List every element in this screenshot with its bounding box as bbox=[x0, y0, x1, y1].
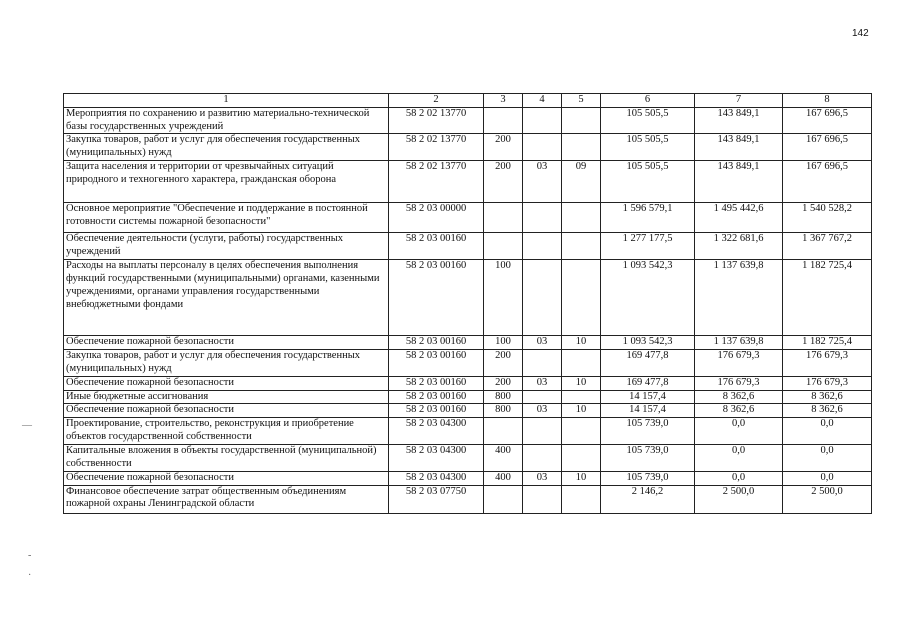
table-cell: 400 bbox=[484, 445, 523, 472]
table-cell: 200 bbox=[484, 376, 523, 390]
table-cell: 8 362,6 bbox=[695, 390, 783, 404]
table-cell: 105 739,0 bbox=[601, 445, 695, 472]
table-cell bbox=[562, 418, 601, 445]
table-cell: 1 093 542,3 bbox=[601, 336, 695, 350]
table-cell: 200 bbox=[484, 161, 523, 203]
table-cell: 0,0 bbox=[783, 418, 872, 445]
table-cell: 1 182 725,4 bbox=[783, 336, 872, 350]
table-cell: 58 2 03 00160 bbox=[389, 390, 484, 404]
table-row bbox=[64, 390, 872, 404]
table-row bbox=[64, 203, 872, 233]
table-cell: Капитальные вложения в объекты государственной (муниципальной) собственности bbox=[64, 445, 389, 472]
table-cell: 2 500,0 bbox=[783, 485, 872, 513]
table-cell: 58 2 03 00000 bbox=[389, 203, 484, 233]
table-cell: 58 2 03 00160 bbox=[389, 376, 484, 390]
table-cell: Обеспечение пожарной безопасности bbox=[64, 471, 389, 485]
table-cell bbox=[523, 233, 562, 260]
table-row bbox=[64, 445, 872, 472]
table-cell: 10 bbox=[562, 336, 601, 350]
table-cell: 176 679,3 bbox=[695, 350, 783, 377]
table-cell: 58 2 03 00160 bbox=[389, 233, 484, 260]
table-cell bbox=[562, 390, 601, 404]
table-cell: 58 2 02 13770 bbox=[389, 107, 484, 134]
table-cell bbox=[562, 350, 601, 377]
table-cell: Иные бюджетные ассигнования bbox=[64, 390, 389, 404]
table-cell: 105 739,0 bbox=[601, 418, 695, 445]
table-cell: Расходы на выплаты персоналу в целях обеспечения выполнения функций государственными (муниципальными) органами, казенными учреждениями, органами управления государственными внебюджетными фондами bbox=[64, 260, 389, 336]
table-cell: 58 2 02 13770 bbox=[389, 161, 484, 203]
table-cell bbox=[562, 233, 601, 260]
table-header-row bbox=[64, 94, 872, 108]
column-header: 2 bbox=[389, 94, 484, 108]
table-cell: 03 bbox=[523, 336, 562, 350]
table-row bbox=[64, 485, 872, 513]
table-cell: 09 bbox=[562, 161, 601, 203]
table-cell: 0,0 bbox=[695, 445, 783, 472]
table-cell bbox=[562, 260, 601, 336]
table-cell: 143 849,1 bbox=[695, 134, 783, 161]
table-cell: 105 505,5 bbox=[601, 134, 695, 161]
table-cell: Обеспечение пожарной безопасности bbox=[64, 336, 389, 350]
table-cell: 58 2 03 04300 bbox=[389, 418, 484, 445]
table-cell: Защита населения и территории от чрезвычайных ситуаций природного и техногенного характера, гражданская оборона bbox=[64, 161, 389, 203]
table-cell: 1 540 528,2 bbox=[783, 203, 872, 233]
table-cell: 03 bbox=[523, 161, 562, 203]
table-cell: Проектирование, строительство, реконструкция и приобретение объектов государственной собственности bbox=[64, 418, 389, 445]
table-cell: 10 bbox=[562, 471, 601, 485]
table-cell: 1 182 725,4 bbox=[783, 260, 872, 336]
table-cell: 0,0 bbox=[695, 418, 783, 445]
table-cell: 100 bbox=[484, 260, 523, 336]
table-cell bbox=[523, 418, 562, 445]
table-cell bbox=[523, 350, 562, 377]
table-cell: 167 696,5 bbox=[783, 134, 872, 161]
table-cell: 176 679,3 bbox=[695, 376, 783, 390]
table-cell: Мероприятия по сохранению и развитию материально-технической базы государственных учреждений bbox=[64, 107, 389, 134]
table-cell bbox=[523, 445, 562, 472]
table-row bbox=[64, 350, 872, 377]
table-cell: 58 2 03 04300 bbox=[389, 445, 484, 472]
table-cell: 167 696,5 bbox=[783, 107, 872, 134]
table-cell: 143 849,1 bbox=[695, 161, 783, 203]
budget-table bbox=[63, 93, 872, 514]
table-cell: 14 157,4 bbox=[601, 390, 695, 404]
margin-marks: — - · bbox=[22, 420, 32, 581]
table-cell bbox=[523, 260, 562, 336]
table-cell: 167 696,5 bbox=[783, 161, 872, 203]
table-cell: 58 2 03 00160 bbox=[389, 404, 484, 418]
table-row bbox=[64, 107, 872, 134]
table-cell bbox=[523, 203, 562, 233]
table-row bbox=[64, 376, 872, 390]
column-header: 3 bbox=[484, 94, 523, 108]
table-cell: 0,0 bbox=[783, 445, 872, 472]
table-cell bbox=[562, 485, 601, 513]
table-cell: Обеспечение деятельности (услуги, работы) государственных учреждений bbox=[64, 233, 389, 260]
table-cell bbox=[484, 107, 523, 134]
column-header: 4 bbox=[523, 94, 562, 108]
table-cell: 14 157,4 bbox=[601, 404, 695, 418]
table-row bbox=[64, 471, 872, 485]
table-cell: Закупка товаров, работ и услуг для обеспечения государственных (муниципальных) нужд bbox=[64, 134, 389, 161]
table-cell bbox=[562, 107, 601, 134]
table-cell bbox=[484, 485, 523, 513]
table-cell: 10 bbox=[562, 376, 601, 390]
table-cell: 0,0 bbox=[783, 471, 872, 485]
table-cell: 169 477,8 bbox=[601, 376, 695, 390]
column-header: 8 bbox=[783, 94, 872, 108]
table-cell: 1 137 639,8 bbox=[695, 260, 783, 336]
table-cell: Закупка товаров, работ и услуг для обеспечения государственных (муниципальных) нужд bbox=[64, 350, 389, 377]
table-row bbox=[64, 233, 872, 260]
table-cell: 400 bbox=[484, 471, 523, 485]
table-row bbox=[64, 404, 872, 418]
table-cell: 1 367 767,2 bbox=[783, 233, 872, 260]
table-cell bbox=[484, 418, 523, 445]
table-cell: 200 bbox=[484, 134, 523, 161]
table-cell: 800 bbox=[484, 390, 523, 404]
table-cell: 58 2 03 00160 bbox=[389, 350, 484, 377]
table-row bbox=[64, 418, 872, 445]
table-cell: 100 bbox=[484, 336, 523, 350]
table-cell: 1 277 177,5 bbox=[601, 233, 695, 260]
table-cell: 105 739,0 bbox=[601, 471, 695, 485]
table-cell: 176 679,3 bbox=[783, 376, 872, 390]
table-cell: 1 322 681,6 bbox=[695, 233, 783, 260]
table-cell bbox=[484, 233, 523, 260]
table-cell: 03 bbox=[523, 404, 562, 418]
table-cell: 03 bbox=[523, 376, 562, 390]
column-header: 7 bbox=[695, 94, 783, 108]
table-cell: 03 bbox=[523, 471, 562, 485]
table-cell: 58 2 02 13770 bbox=[389, 134, 484, 161]
table-cell: 143 849,1 bbox=[695, 107, 783, 134]
table-cell bbox=[484, 203, 523, 233]
table-cell bbox=[562, 134, 601, 161]
table-row bbox=[64, 336, 872, 350]
table-cell: 8 362,6 bbox=[695, 404, 783, 418]
table-cell: 105 505,5 bbox=[601, 161, 695, 203]
table-cell: Обеспечение пожарной безопасности bbox=[64, 376, 389, 390]
table-cell: Обеспечение пожарной безопасности bbox=[64, 404, 389, 418]
table-cell: 800 bbox=[484, 404, 523, 418]
table-cell: 200 bbox=[484, 350, 523, 377]
table-row bbox=[64, 260, 872, 336]
column-header: 6 bbox=[601, 94, 695, 108]
table-cell: 8 362,6 bbox=[783, 390, 872, 404]
table-cell: 58 2 03 07750 bbox=[389, 485, 484, 513]
table-cell: 58 2 03 04300 bbox=[389, 471, 484, 485]
table-row bbox=[64, 134, 872, 161]
table-cell: Финансовое обеспечение затрат общественным объединениям пожарной охраны Ленинградской области bbox=[64, 485, 389, 513]
table-cell: 0,0 bbox=[695, 471, 783, 485]
table-cell: 2 146,2 bbox=[601, 485, 695, 513]
table-cell bbox=[523, 134, 562, 161]
table-cell: 2 500,0 bbox=[695, 485, 783, 513]
table-cell bbox=[562, 203, 601, 233]
column-header: 5 bbox=[562, 94, 601, 108]
table-cell: 1 495 442,6 bbox=[695, 203, 783, 233]
table-cell: 105 505,5 bbox=[601, 107, 695, 134]
table-cell: 1 093 542,3 bbox=[601, 260, 695, 336]
table-cell: 8 362,6 bbox=[783, 404, 872, 418]
page-number: 142 bbox=[852, 28, 869, 39]
table-cell bbox=[562, 445, 601, 472]
column-header: 1 bbox=[64, 94, 389, 108]
table-cell: 169 477,8 bbox=[601, 350, 695, 377]
table-cell bbox=[523, 390, 562, 404]
table-cell: Основное мероприятие "Обеспечение и поддержание в постоянной готовности системы пожарной безопасности" bbox=[64, 203, 389, 233]
table-cell: 176 679,3 bbox=[783, 350, 872, 377]
table-cell bbox=[523, 485, 562, 513]
table-cell: 58 2 03 00160 bbox=[389, 260, 484, 336]
table-cell: 10 bbox=[562, 404, 601, 418]
table-cell: 58 2 03 00160 bbox=[389, 336, 484, 350]
table-row bbox=[64, 161, 872, 203]
table-cell: 1 596 579,1 bbox=[601, 203, 695, 233]
table-cell bbox=[523, 107, 562, 134]
table-cell: 1 137 639,8 bbox=[695, 336, 783, 350]
